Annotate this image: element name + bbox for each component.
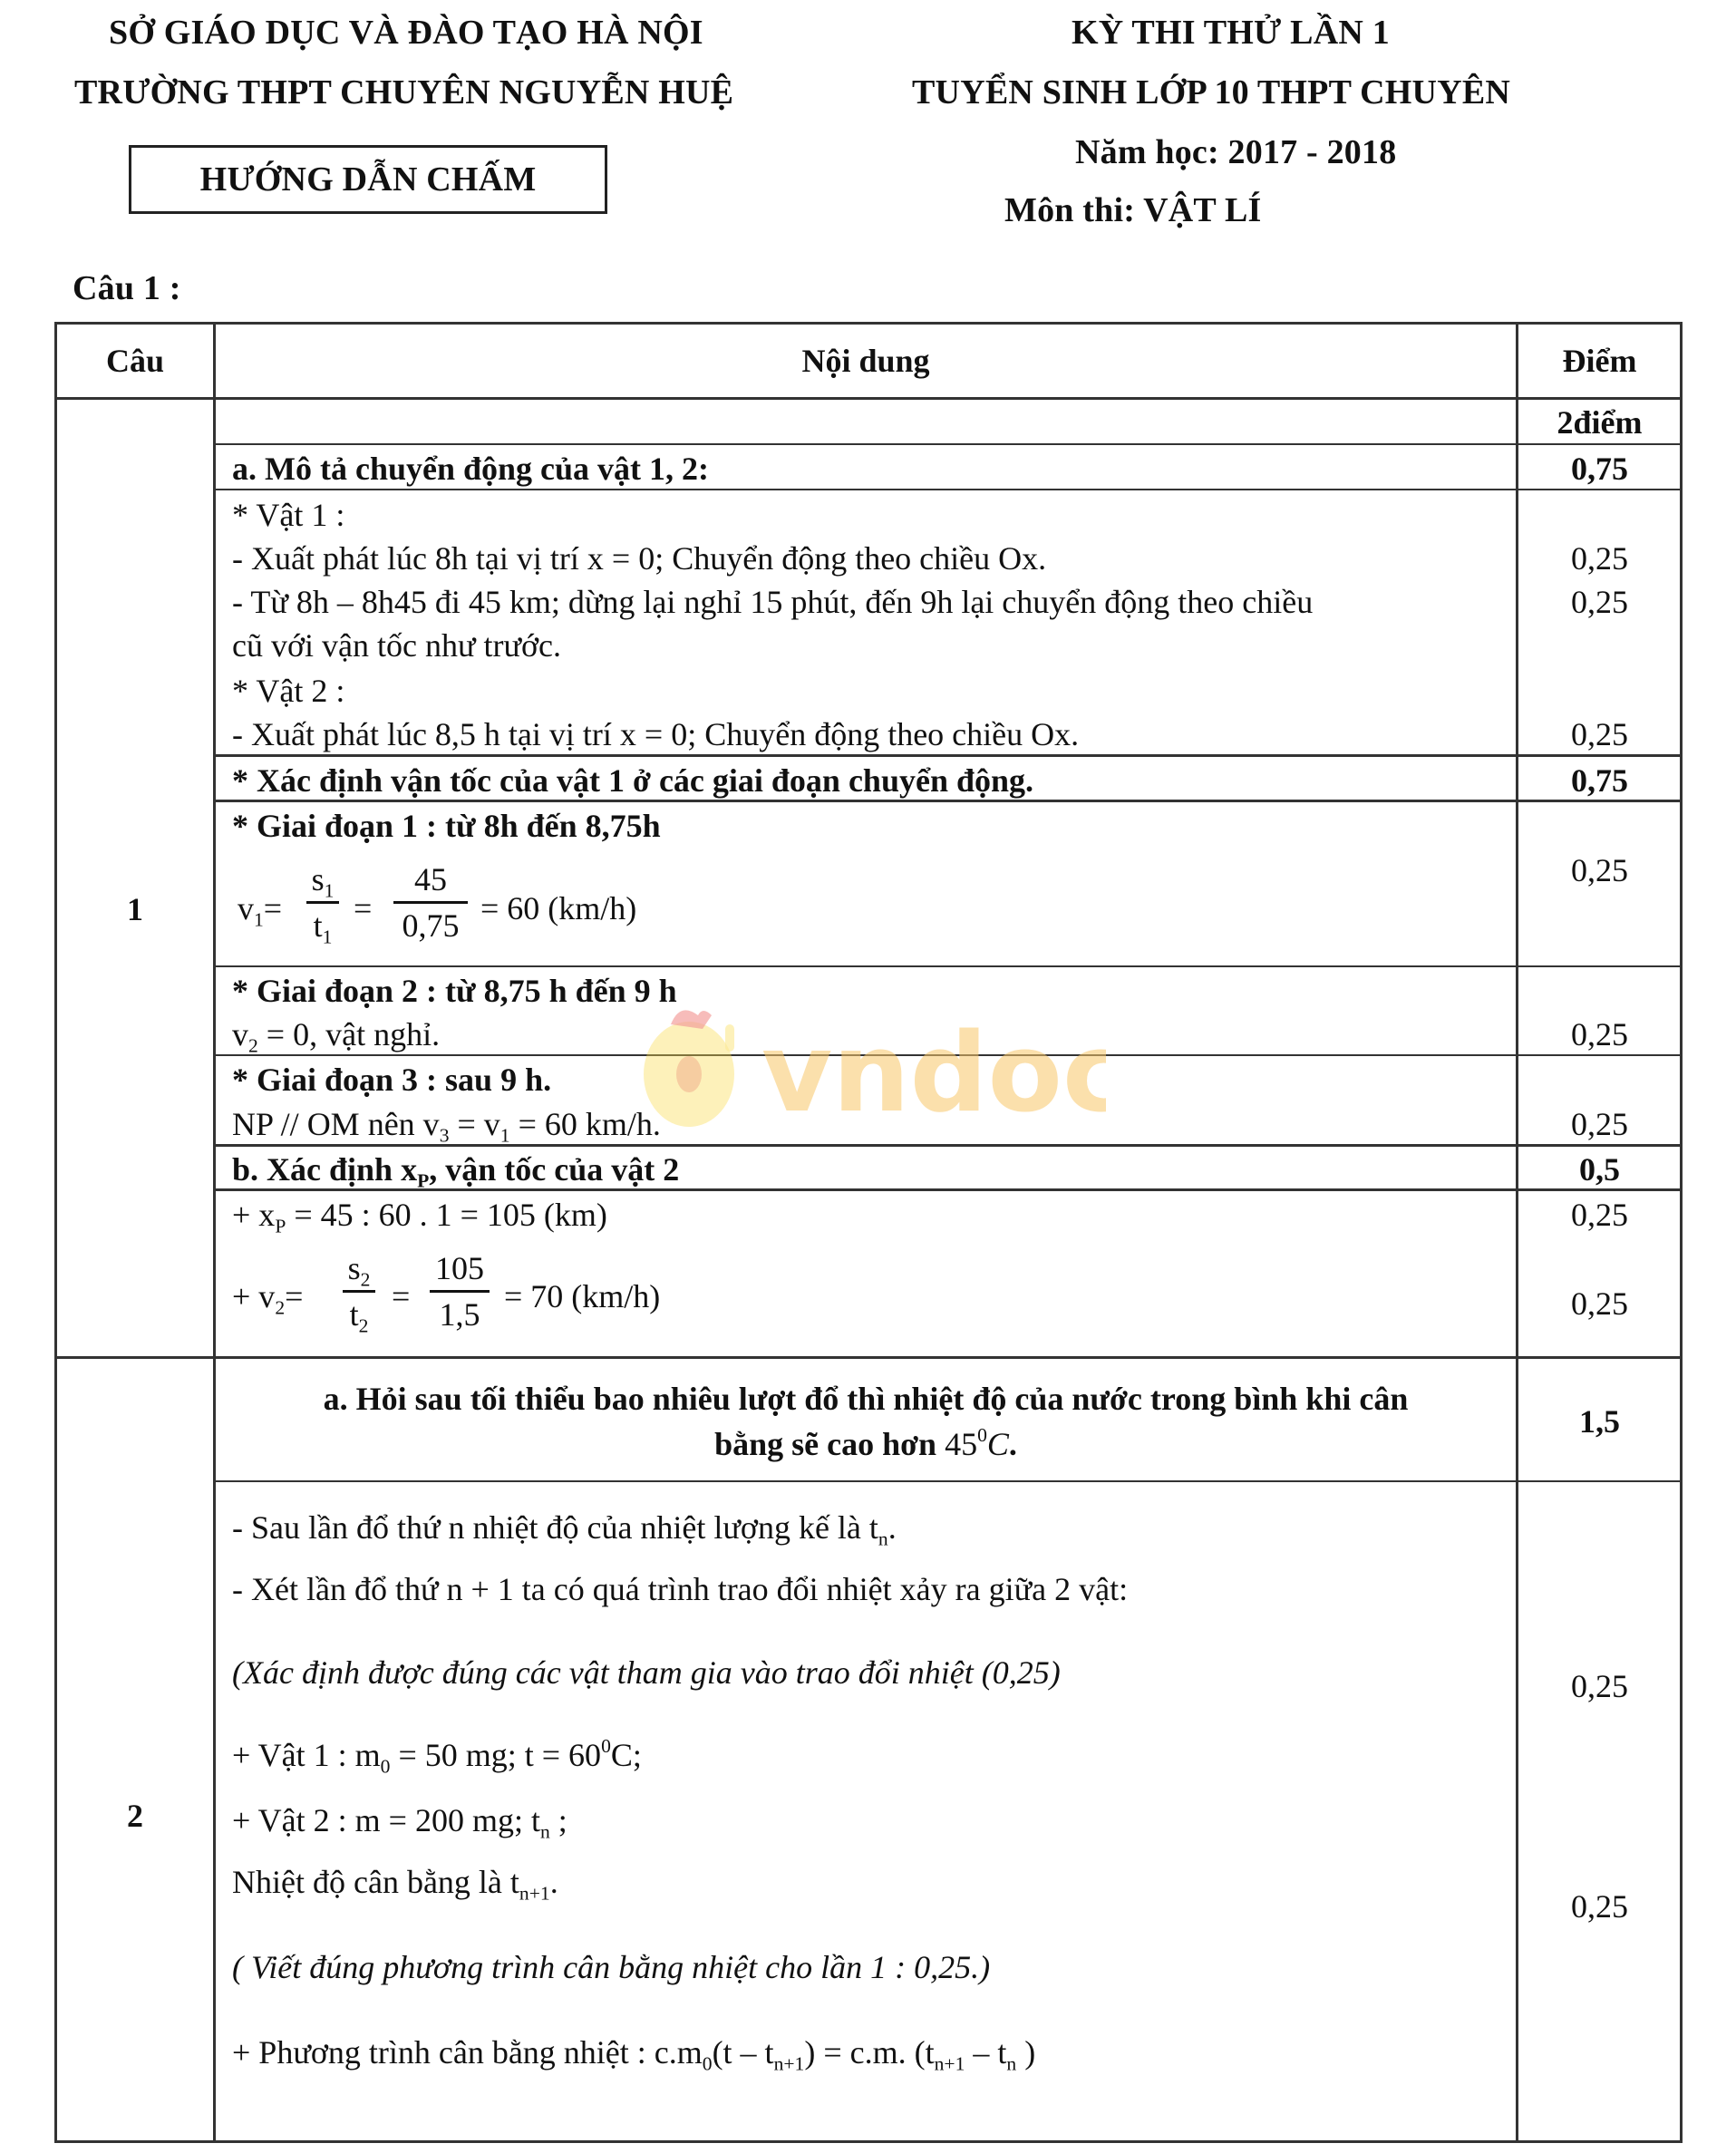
part-b-line-2-score: 0,25 — [1571, 1285, 1628, 1322]
q2-note: ( Viết đúng phương trình cân bằng nhiệt cho lần 1 : 0,25.) — [232, 1949, 991, 1985]
part-b-line-1: + $x_P = 45$ : 60 . 1 = 105 (km) — [232, 1197, 607, 1237]
exam-title: KỲ THI THỬ LẦN 1 — [1072, 14, 1390, 52]
fraction-105-15: 105 1,5 — [430, 1252, 490, 1331]
stage-2-title: * Giai đoạn 2 : từ 8,75 h đến 9 h — [232, 973, 677, 1009]
part-a-title: a. Mô tả chuyển động của vật 1, 2: — [232, 451, 710, 487]
table-border-top — [54, 322, 1683, 325]
q2-score: 0,25 — [1571, 1668, 1628, 1704]
part-a-line: cũ với vận tốc như trước. — [232, 627, 562, 664]
stage-1-title: * Giai đoạn 1 : từ 8h đến 8,75h — [232, 808, 661, 844]
header-divider — [54, 397, 1683, 400]
q2-line: - Xét lần đổ thứ n + 1 ta có quá trình trao đổi nhiệt xảy ra giữa 2 vật: — [232, 1571, 1129, 1607]
stage-2-score: 0,25 — [1571, 1016, 1628, 1052]
q2-line: + Vật 1 : $m_0 = 50$ mg; $t = 60^0C$; — [232, 1734, 642, 1778]
question-divider — [54, 1356, 1683, 1359]
part-b-line-1-score: 0,25 — [1571, 1197, 1628, 1233]
part-b-title: b. Xác định $x_P$, vận tốc của vật 2 — [232, 1151, 680, 1192]
q2-equation: + Phương trình cân bằng nhiệt : $c.m_0(t - t_{n+1}) = c.m$. ($t_{n+1} - t_n$ ) — [232, 2034, 1036, 2075]
row-divider — [213, 443, 1683, 445]
q2-part-a-title-line-1: a. Hỏi sau tối thiểu bao nhiêu lượt đổ thì nhiệt độ của nước trong bình khi cân — [323, 1381, 1409, 1417]
q2-line: + Vật 2 : m = 200 mg; $t_n$ ; — [232, 1802, 567, 1843]
watermark-text: vndoc — [761, 1011, 1106, 1133]
q2-line: - Sau lần đổ thứ n nhiệt độ của nhiệt lượng kế là $t_n$. — [232, 1509, 897, 1550]
part-a-line: - Xuất phát lúc 8,5 h tại vị trí x = 0; Chuyển động theo chiều Ox. — [232, 716, 1080, 752]
part-a-line: * Vật 1 : — [232, 497, 345, 533]
part-a-line: - Từ 8h – 8h45 đi 45 km; dừng lại nghỉ 15 phút, đến 9h lại chuyển động theo chiều — [232, 584, 1314, 620]
velocity-score: 0,75 — [1571, 762, 1628, 799]
fraction-45-075: 45 0,75 — [393, 863, 468, 942]
table-border-bottom — [54, 2140, 1683, 2143]
q2-part-a-title-line-2: bằng sẽ cao hơn $45^0C$. — [714, 1423, 1017, 1462]
row-divider — [213, 1054, 1683, 1056]
line-score: 0,25 — [1571, 540, 1628, 577]
grading-guide-label: HƯỚNG DẪN CHẤM — [199, 160, 537, 199]
q2-score: 0,25 — [1571, 1888, 1628, 1925]
part-a-score: 0,75 — [1571, 451, 1628, 487]
vndoc-watermark — [635, 997, 1106, 1133]
stage-2-line: $v_2 = 0$, vật nghỉ. — [232, 1016, 441, 1057]
part-b-score: 0,5 — [1579, 1151, 1620, 1188]
row-divider — [213, 1480, 1683, 1482]
stage-1-score: 0,25 — [1571, 852, 1628, 888]
stage-3-line: NP // OM nên $v_3 = v_1 = 60$ km/h. — [232, 1106, 661, 1147]
fraction-s2-t2: $s_2$ $t_2$ — [343, 1252, 375, 1331]
school-name: TRƯỜNG THPT CHUYÊN NGUYỄN HUỆ — [74, 73, 734, 112]
table-border-left — [54, 323, 57, 2142]
question-1-total: 2điểm — [1557, 404, 1643, 441]
row-divider — [213, 1188, 1683, 1191]
grading-guide-badge — [129, 145, 607, 214]
department-name: SỞ GIÁO DỤC VÀ ĐÀO TẠO HÀ NỘI — [109, 14, 703, 52]
q2-note: (Xác định được đúng các vật tham gia vào trao đổi nhiệt (0,25) — [232, 1654, 1061, 1691]
equals-sign: = — [392, 1278, 411, 1314]
row-divider — [213, 1144, 1683, 1147]
part-a-line: - Xuất phát lúc 8h tại vị trí x = 0; Chuyển động theo chiều Ox. — [232, 540, 1047, 577]
row-divider — [213, 489, 1683, 490]
stage-3-score: 0,25 — [1571, 1106, 1628, 1142]
line-score: 0,25 — [1571, 584, 1628, 620]
chick-mascot-icon — [635, 997, 1106, 1133]
velocity-title: * Xác định vận tốc của vật 1 ở các giai đoạn chuyển động. — [232, 762, 1034, 799]
question-number-1: 1 — [127, 891, 143, 927]
q2-line: Nhiệt độ cân bằng là $t_{n+1}$. — [232, 1864, 558, 1905]
row-divider — [213, 965, 1683, 967]
col-header-content: Nội dung — [801, 343, 930, 379]
fraction-s1-t1: $s_1$ $t_1$ — [306, 863, 339, 942]
subject: Môn thi: VẬT LÍ — [1004, 191, 1262, 229]
stage-1-lhs: $v_1=$ — [238, 890, 283, 931]
stage-3-title: * Giai đoạn 3 : sau 9 h. — [232, 1062, 552, 1098]
school-year: Năm học: 2017 - 2018 — [1075, 133, 1397, 171]
section-title: Câu 1 : — [73, 269, 181, 307]
table-col-divider-1 — [213, 323, 216, 2142]
row-divider — [213, 800, 1683, 802]
q2-part-a-score: 1,5 — [1579, 1403, 1620, 1440]
part-a-line: * Vật 2 : — [232, 673, 345, 709]
equals-sign: = — [354, 890, 373, 926]
question-number-2: 2 — [127, 1798, 143, 1834]
stage-1-result: = 60 (km/h) — [480, 890, 637, 926]
part-b-line-2-result: = 70 (km/h) — [504, 1278, 661, 1314]
exam-subtitle: TUYỂN SINH LỚP 10 THPT CHUYÊN — [912, 73, 1511, 112]
part-b-line-2-lhs: + $v_2=$ — [232, 1278, 304, 1319]
col-header-score: Điểm — [1562, 343, 1637, 379]
col-header-question: Câu — [105, 343, 165, 379]
line-score: 0,25 — [1571, 716, 1628, 752]
row-divider — [213, 754, 1683, 757]
